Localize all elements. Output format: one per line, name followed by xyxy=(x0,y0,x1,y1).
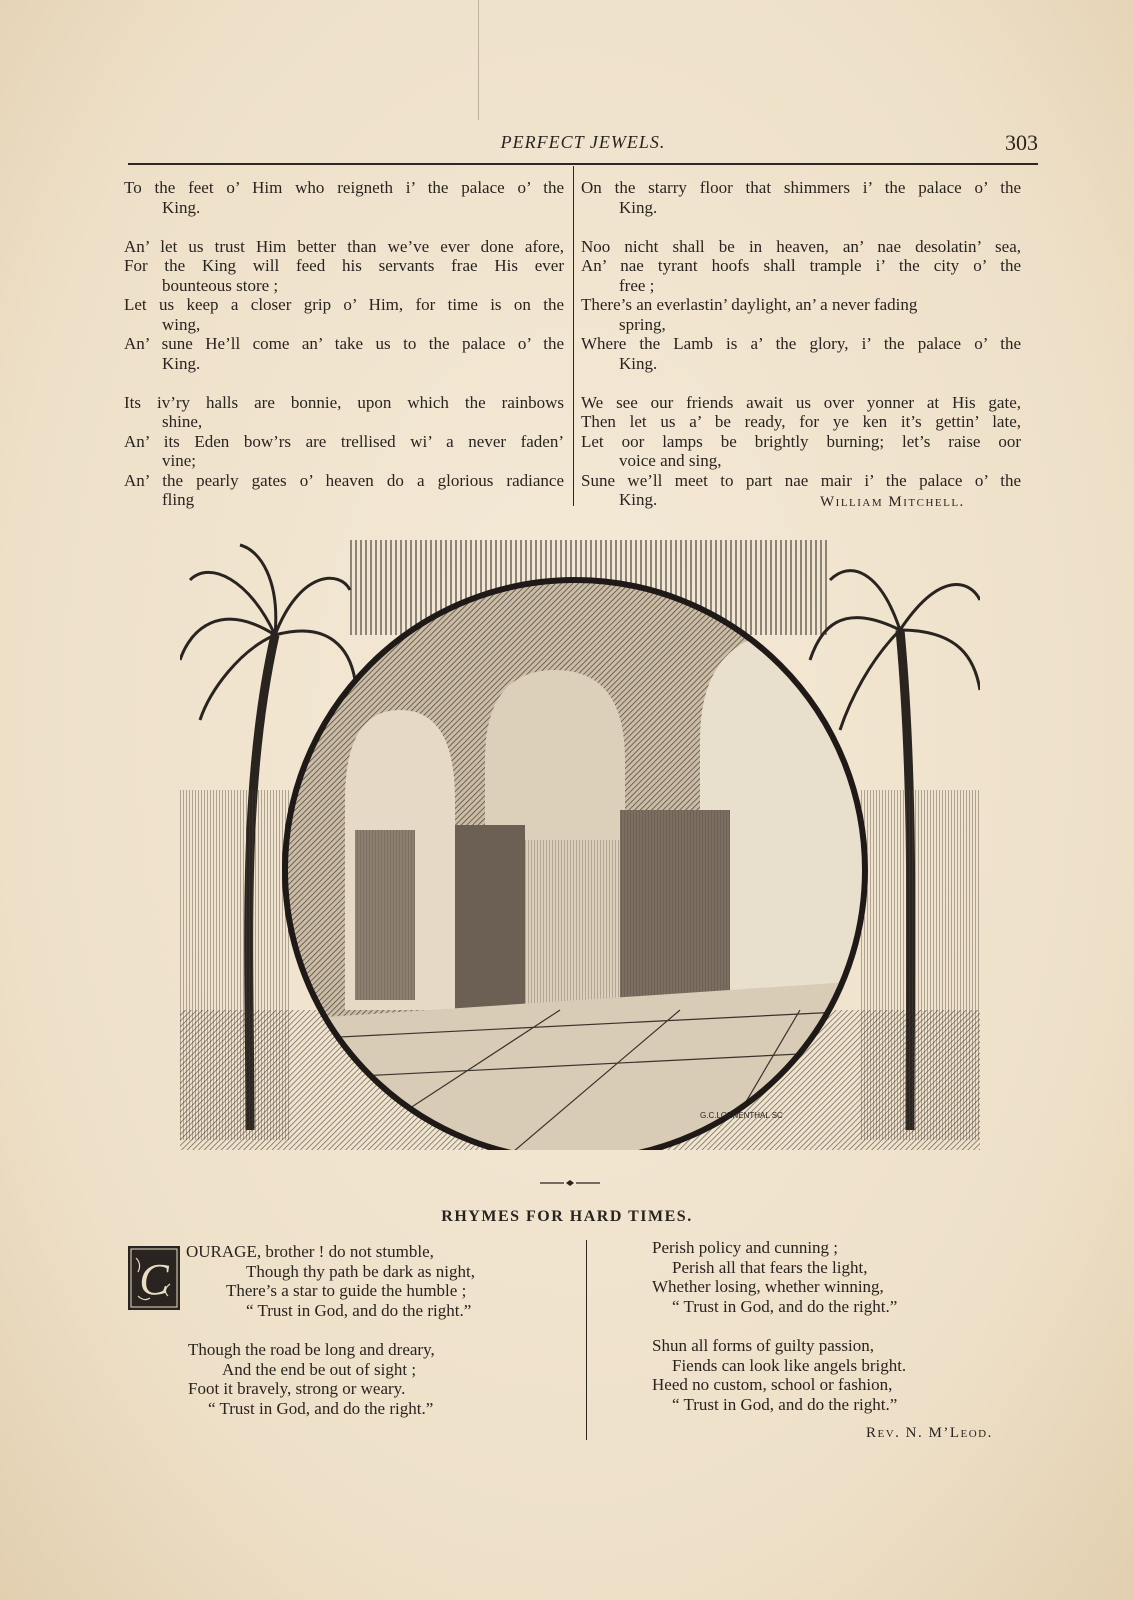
poem-line: On the starry floor that shimmers i’ the palace o’ the xyxy=(581,178,1021,197)
running-head xyxy=(128,130,1038,158)
poem-line: voice and sing, xyxy=(619,451,722,470)
lower-right-line: Heed no custom, school or fashion, xyxy=(652,1375,893,1394)
poem-line: An’ nae tyrant hoofs shall trample i’ the city o’ the xyxy=(581,256,1021,275)
poem-line: Let oor lamps be brightly burning; let’s raise oor xyxy=(581,431,1021,451)
lower-poem-left-column xyxy=(184,1242,554,1418)
engraving-illustration xyxy=(180,540,980,1150)
poem-line: wing, xyxy=(162,314,201,334)
paper-fold-mark xyxy=(478,0,479,120)
poem-line: Let us keep a closer grip o’ Him, for time is on the xyxy=(124,295,564,314)
lower-left-line: And the end be out of sight ; xyxy=(222,1359,417,1379)
lower-right-line: Perish all that fears the light, xyxy=(672,1257,868,1277)
poem-line: To the feet o’ Him who reigneth i’ the palace o’ the xyxy=(124,178,564,197)
poem-line: An’ sune He’ll come an’ take us to the palace o’ the xyxy=(124,334,564,353)
poem-line: bounteous store ; xyxy=(162,275,279,295)
lower-column-divider xyxy=(586,1240,587,1440)
lower-left-line: “ Trust in God, and do the right.” xyxy=(208,1398,434,1418)
poem-line: Noo nicht shall be in heaven, an’ nae desolatin’ sea, xyxy=(581,236,1021,256)
upper-poem-author: William Mitchell. xyxy=(820,494,965,510)
poem-line: vine; xyxy=(162,451,196,470)
stanza-gap xyxy=(581,373,1021,393)
section-ornament xyxy=(540,1178,600,1188)
poem-line: We see our friends await us over yonner at His gate, xyxy=(581,392,1021,412)
poem-line: King. xyxy=(619,490,658,509)
lower-left-line: Foot it bravely, strong or weary. xyxy=(188,1379,406,1398)
lower-left-line: Though the road be long and dreary, xyxy=(188,1340,435,1359)
poem-line: Sune we’ll meet to part nae mair i’ the palace o’ the xyxy=(581,470,1021,490)
stanza-gap xyxy=(581,217,1021,237)
header-rule xyxy=(128,163,1038,165)
poem-line: spring, xyxy=(619,314,666,334)
poem-line: There’s an everlastin’ daylight, an’ a never fading xyxy=(581,295,918,314)
poem-line: King. xyxy=(162,353,201,373)
poem-line: free ; xyxy=(619,275,655,295)
stanza-gap xyxy=(124,373,564,393)
dropcap-letter: C xyxy=(139,1255,169,1304)
lower-right-line: “ Trust in God, and do the right.” xyxy=(672,1394,898,1414)
upper-poem-left-column xyxy=(124,178,564,510)
lower-left-line: Though thy path be dark as night, xyxy=(246,1261,475,1281)
engraver-credit: G.C.LOENENTHAL SC xyxy=(700,1111,783,1120)
poem-line: Its iv’ry halls are bonnie, upon which the rainbows xyxy=(124,392,564,412)
poem-line: shine, xyxy=(162,412,203,431)
poem-line: King. xyxy=(162,197,201,217)
upper-poem-right-column xyxy=(581,178,1021,510)
page-number: 303 xyxy=(1005,130,1038,155)
lower-poem-author: Rev. N. M’Leod. xyxy=(866,1425,993,1441)
lower-left-line: “ Trust in God, and do the right.” xyxy=(246,1300,472,1320)
lower-right-line: Whether losing, whether winning, xyxy=(652,1277,884,1296)
lower-poem-title: RHYMES FOR HARD TIMES. xyxy=(441,1208,693,1225)
lower-right-line: Fiends can look like angels bright. xyxy=(672,1355,907,1375)
lower-right-line: “ Trust in God, and do the right.” xyxy=(672,1296,898,1316)
poem-line: An’ let us trust Him better than we’ve ever done afore, xyxy=(124,236,564,256)
running-title: PERFECT JEWELS. xyxy=(500,132,666,152)
poem-line: An’ the pearly gates o’ heaven do a glorious radiance xyxy=(124,470,564,490)
poem-line: Where the Lamb is a’ the glory, i’ the palace o’ the xyxy=(581,334,1021,353)
poem-line: fling xyxy=(162,490,195,509)
stanza-gap xyxy=(124,217,564,237)
lower-left-line: There’s a star to guide the humble ; xyxy=(226,1281,467,1300)
poem-line: King. xyxy=(619,197,658,217)
upper-column-divider xyxy=(573,166,574,506)
lower-left-line: OURAGE, brother ! do not stumble, xyxy=(186,1242,434,1261)
lower-right-line: Shun all forms of guilty passion, xyxy=(652,1336,874,1355)
poem-line: For the King will feed his servants frae His ever xyxy=(124,256,564,275)
lower-poem-right-column xyxy=(652,1238,1022,1414)
poem-line: An’ its Eden bow’rs are trellised wi’ a never faden’ xyxy=(124,431,564,451)
ornamental-dropcap xyxy=(128,1246,180,1310)
lower-right-line: Perish policy and cunning ; xyxy=(652,1238,839,1257)
poem-line: King. xyxy=(619,353,658,373)
poem-line: Then let us a’ be ready, for ye ken it’s gettin’ late, xyxy=(581,412,1021,431)
